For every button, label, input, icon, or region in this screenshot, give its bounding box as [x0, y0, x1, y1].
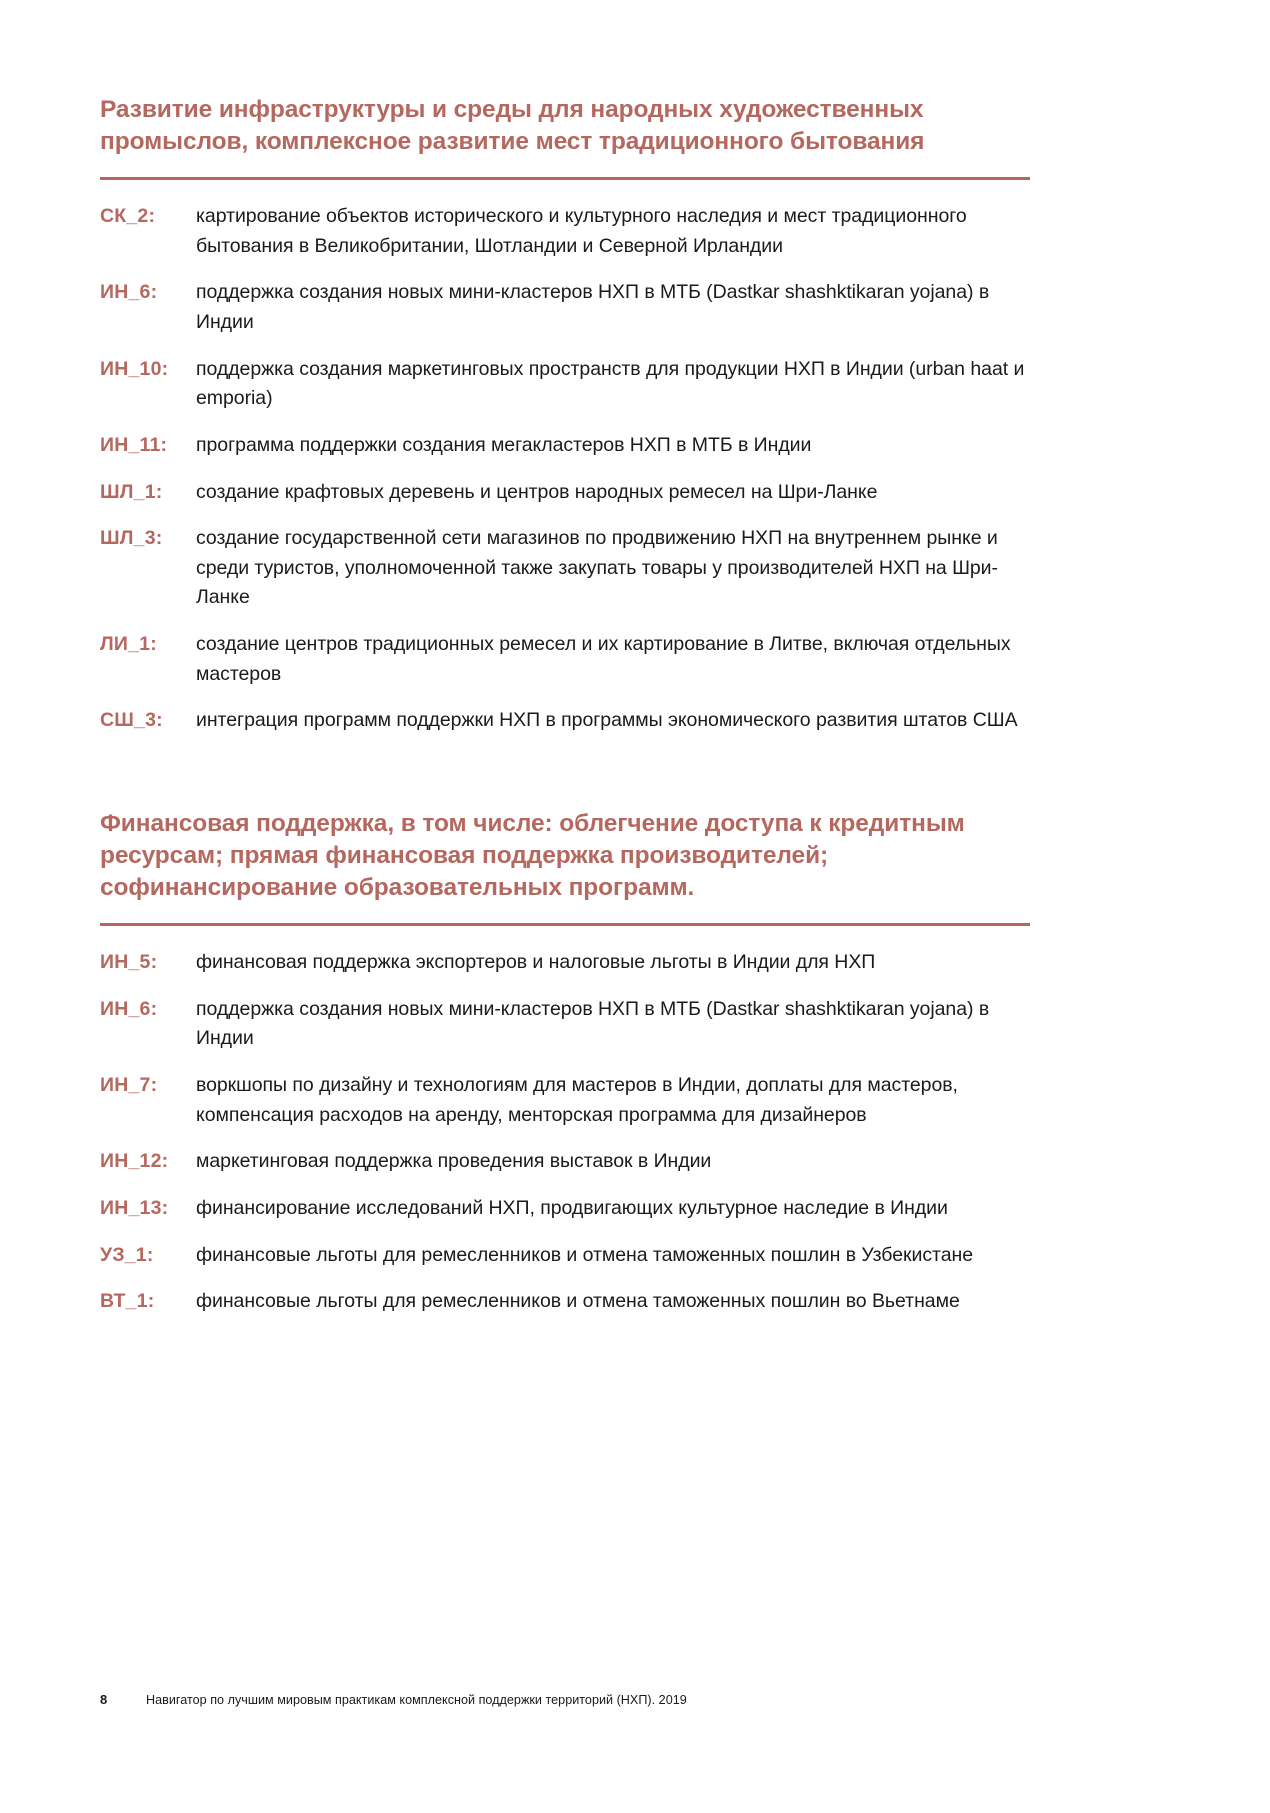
entry-code: ЛИ_1:: [100, 633, 157, 656]
list-item: [100, 478, 1030, 508]
entry-code: ИН_10:: [100, 357, 169, 380]
list-item: [100, 202, 1030, 261]
entry-code: ИН_7:: [100, 1074, 158, 1097]
page-number: 8: [100, 1692, 108, 1707]
entry-text: создание крафтовых деревень и центров народных ремесел на Шри-Ланке: [196, 480, 878, 503]
list-item: [100, 1147, 1030, 1177]
list-item: [100, 1194, 1030, 1224]
entry-text: воркшопы по дизайну и технологиям для мастеров в Индии, доплаты для мастеров, компенсация расходов на аренду, менторская программа для дизайнеров: [196, 1074, 958, 1126]
section-divider: [100, 177, 1030, 180]
entry-text: поддержка создания новых мини-кластеров НХП в МТБ (Dastkar shashktikaran yojana) в Индии: [196, 997, 990, 1050]
list-item: [100, 1071, 1030, 1130]
section-financial-support: [100, 808, 1030, 1317]
entry-code: УЗ_1:: [100, 1243, 154, 1266]
entry-text: финансовые льготы для ремесленников и отмена таможенных пошлин во Вьетнаме: [196, 1290, 960, 1313]
entry-text: поддержка создания новых мини-кластеров НХП в МТБ (Dastkar shashktikaran yojana) в Индии: [196, 281, 990, 334]
entry-code: ШЛ_3:: [100, 527, 163, 550]
entry-text: программа поддержки создания мегакластеров НХП в МТБ в Индии: [196, 433, 812, 456]
entry-text: создание государственной сети магазинов по продвижению НХП на внутреннем рынке и среди туристов, уполномоченной также закупать товары у производителей НХП на Шри-Ланке: [196, 527, 998, 609]
list-item: [100, 995, 1030, 1054]
entry-code: ИН_6:: [100, 997, 158, 1020]
list-item: [100, 278, 1030, 337]
list-item: [100, 948, 1030, 978]
entry-code: ШЛ_1:: [100, 480, 163, 503]
section-divider: [100, 923, 1030, 926]
entry-list: [100, 202, 1030, 736]
entry-text: финансирование исследований НХП, продвигающих культурное наследие в Индии: [196, 1196, 948, 1219]
entry-code: ИН_13:: [100, 1196, 169, 1219]
list-item: [100, 355, 1030, 414]
list-item: [100, 706, 1030, 736]
page-footer: [100, 1692, 1030, 1707]
entry-text: создание центров традиционных ремесел и их картирование в Литве, включая отдельных мастеров: [196, 633, 1011, 685]
entry-list: [100, 948, 1030, 1317]
section-heading: Развитие инфраструктуры и среды для народных художественных промыслов, комплексное развитие мест традиционного бытования: [100, 96, 925, 156]
list-item: [100, 630, 1030, 689]
list-item: [100, 1241, 1030, 1271]
entry-code: ВТ_1:: [100, 1290, 155, 1313]
list-item: [100, 1287, 1030, 1317]
entry-code: ИН_11:: [100, 433, 168, 456]
entry-text: интеграция программ поддержки НХП в программы экономического развития штатов США: [196, 709, 1018, 732]
entry-text: маркетинговая поддержка проведения выставок в Индии: [196, 1150, 712, 1173]
entry-code: ИН_6:: [100, 281, 158, 304]
list-item: [100, 431, 1030, 461]
section-heading: Финансовая поддержка, в том числе: облегчение доступа к кредитным ресурсам; прямая финансовая поддержка производителей; софинансирование образовательных программ.: [100, 809, 965, 902]
entry-text: поддержка создания маркетинговых пространств для продукции НХП в Индии (urban haat и emporia): [196, 357, 1025, 410]
entry-code: ИН_12:: [100, 1150, 169, 1173]
list-item: [100, 524, 1030, 613]
page-content: [100, 94, 1030, 1317]
entry-code: ИН_5:: [100, 951, 158, 974]
section-infrastructure: [100, 94, 1030, 736]
entry-text: финансовые льготы для ремесленников и отмена таможенных пошлин в Узбекистане: [196, 1243, 974, 1266]
entry-code: СШ_3:: [100, 709, 163, 732]
footer-note: Навигатор по лучшим мировым практикам комплексной поддержки территорий (НХП). 2019: [146, 1693, 687, 1707]
entry-text: картирование объектов исторического и культурного наследия и мест традиционного бытования в Великобритании, Шотландии и Северной Ирландии: [196, 205, 967, 257]
entry-text: финансовая поддержка экспортеров и налоговые льготы в Индии для НХП: [196, 951, 876, 974]
entry-code: СК_2:: [100, 205, 156, 228]
